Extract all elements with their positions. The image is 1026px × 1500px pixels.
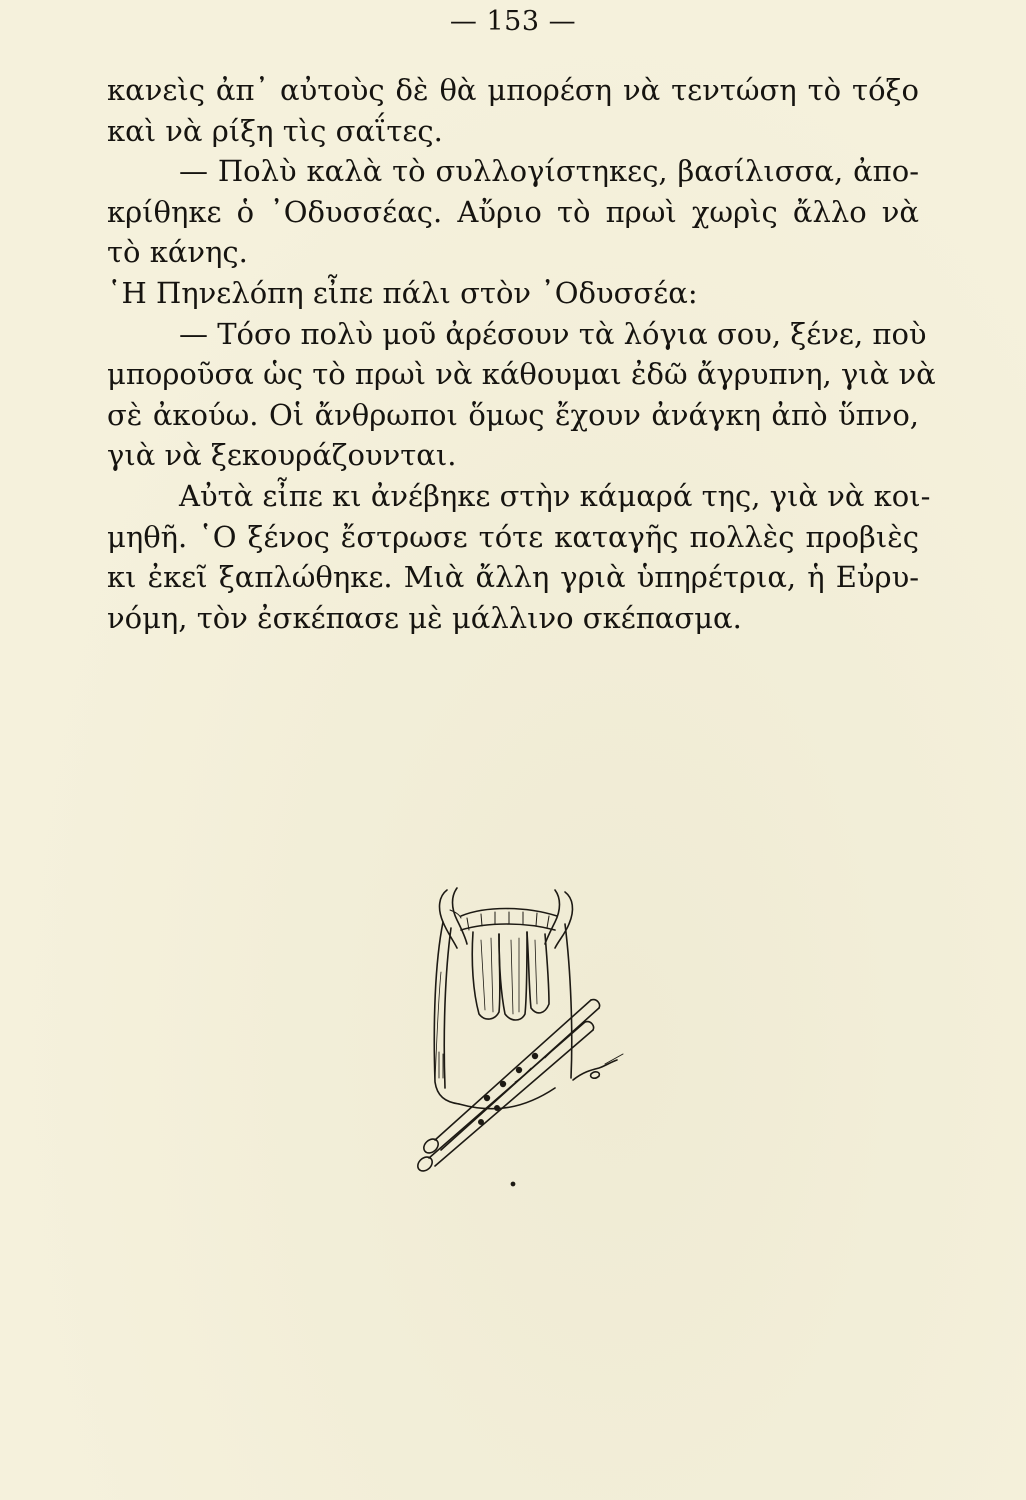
text-line: — Τόσο πολὺ μοῦ ἀρέσουν τὰ λόγια σου, ξένε, ποὺ <box>179 316 927 351</box>
page-number: — 153 — <box>449 6 577 37</box>
text-line: κανεὶς ἀπ᾿ αὐτοὺς δὲ θὰ μπορέση νὰ τεντώση τὸ τόξο <box>107 73 919 107</box>
text-line: σὲ ἀκούω. Οἱ ἄνθρωποι ὅμως ἔχουν ἀνάγκη ἀπὸ ὕπνο, <box>107 397 919 432</box>
text-line: γιὰ νὰ ξεκουράζουνται. <box>107 438 457 473</box>
text-line: Αὐτὰ εἶπε κι ἀνέβηκε στὴν κάμαρά της, γιὰ νὰ κοι- <box>179 478 931 513</box>
lyre-and-aulos-drawing <box>395 882 635 1192</box>
body-text <box>107 70 936 638</box>
text-line: κρίθηκε ὁ ᾿Οδυσσέας. Αὔριο τὸ πρωὶ χωρὶς ἄλλο νὰ <box>107 194 919 229</box>
text-line: μποροῦσα ὡς τὸ πρωὶ νὰ κάθουμαι ἐδῶ ἄγρυπνη, γιὰ νὰ <box>107 357 936 392</box>
text-line: νόμη, τὸν ἐσκέπασε μὲ μάλλινο σκέπασμα. <box>107 600 742 635</box>
text-line: — Πολὺ καλὰ τὸ συλλογίστηκες, βασίλισσα, ἀπο- <box>179 154 919 189</box>
text-line: τὸ κάνης. <box>107 235 248 270</box>
text-line: ῾Η Πηνελόπη εἶπε πάλι στὸν ᾿Οδυσσέα: <box>107 275 698 310</box>
text-line: μηθῆ. ῾Ο ξένος ἔστρωσε τότε καταγῆς πολλὲς προβιὲς <box>107 519 919 554</box>
text-line: καὶ νὰ ρίξη τὶς σαΐτες. <box>107 113 443 148</box>
text-line: κι ἐκεῖ ξαπλώθηκε. Μιὰ ἄλλη γριὰ ὑπηρέτρια, ἡ Εὐρυ- <box>107 560 919 595</box>
